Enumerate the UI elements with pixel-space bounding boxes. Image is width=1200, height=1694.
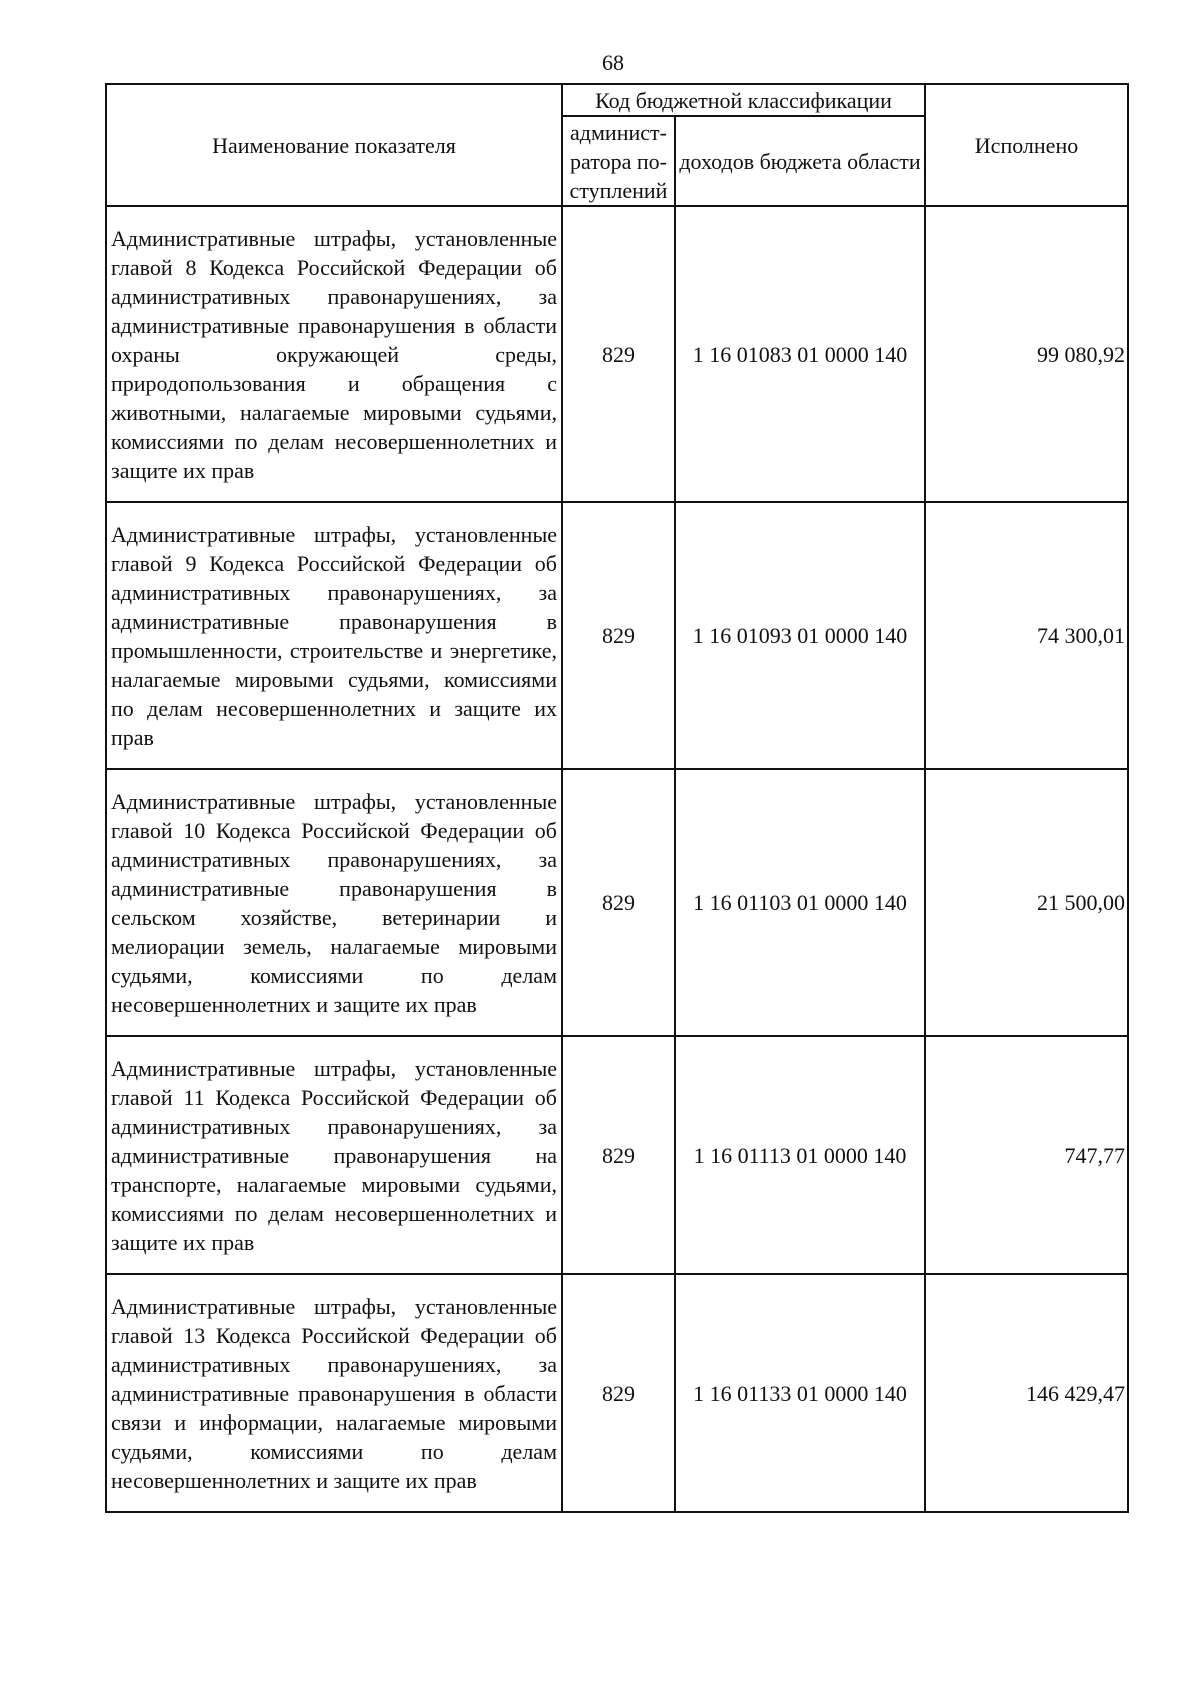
revenue-code-cell: 1 16 01083 01 0000 140	[675, 206, 925, 502]
page-number: 68	[602, 50, 624, 75]
header-executed: Исполнено	[925, 84, 1128, 206]
indicator-name-cell: Административные штрафы, установленные главой 9 Кодекса Российской Федерации об административных правонарушениях, за административные правонарушения в промышленности, строительстве и энергетике, налагаемые мировыми судьями, комиссиями по делам несовершеннолетних и защите их прав	[106, 502, 562, 769]
revenue-code-cell: 1 16 01093 01 0000 140	[675, 502, 925, 769]
executed-amount-cell: 747,77	[925, 1036, 1128, 1274]
administrator-code-cell: 829	[562, 1036, 675, 1274]
header-budget-classification-code: Код бюджетной классификации	[562, 84, 925, 116]
administrator-code-cell: 829	[562, 206, 675, 502]
administrator-code-cell: 829	[562, 769, 675, 1036]
revenue-code-cell: 1 16 01133 01 0000 140	[675, 1274, 925, 1512]
header-indicator-name: Наименование показателя	[106, 84, 562, 206]
executed-amount-cell: 146 429,47	[925, 1274, 1128, 1512]
revenue-code-cell: 1 16 01113 01 0000 140	[675, 1036, 925, 1274]
header-regional-budget-revenue: доходов бюджета области	[675, 116, 925, 206]
indicator-name-cell: Административные штрафы, установленные главой 10 Кодекса Российской Федерации об административных правонарушениях, за административные правонарушения в сельском хозяйстве, ветеринарии и мелиорации земель, налагаемые мировыми судьями, комиссиями по делам несовершеннолетних и защите их прав	[106, 769, 562, 1036]
administrator-code-cell: 829	[562, 502, 675, 769]
indicator-name-cell: Административные штрафы, установленные главой 8 Кодекса Российской Федерации об административных правонарушениях, за административные правонарушения в области охраны окружающей среды, природопользования и обращения с животными, налагаемые мировыми судьями, комиссиями по делам несовершеннолетних и защите их прав	[106, 206, 562, 502]
table-row	[106, 1036, 1128, 1274]
table-row	[106, 769, 1128, 1036]
table-row	[106, 1274, 1128, 1512]
header-revenue-administrator: админист-ратора по-ступлений	[562, 116, 675, 206]
indicator-name-cell: Административные штрафы, установленные главой 11 Кодекса Российской Федерации об административных правонарушениях, за административные правонарушения на транспорте, налагаемые мировыми судьями, комиссиями по делам несовершеннолетних и защите их прав	[106, 1036, 562, 1274]
executed-amount-cell: 74 300,01	[925, 502, 1128, 769]
table-row	[106, 206, 1128, 502]
executed-amount-cell: 21 500,00	[925, 769, 1128, 1036]
administrator-code-cell: 829	[562, 1274, 675, 1512]
table-row	[106, 502, 1128, 769]
executed-amount-cell: 99 080,92	[925, 206, 1128, 502]
indicator-name-cell: Административные штрафы, установленные главой 13 Кодекса Российской Федерации об административных правонарушениях, за административные правонарушения в области связи и информации, налагаемые мировыми судьями, комиссиями по делам несовершеннолетних и защите их прав	[106, 1274, 562, 1512]
revenue-code-cell: 1 16 01103 01 0000 140	[675, 769, 925, 1036]
budget-revenue-table	[105, 83, 1129, 1513]
